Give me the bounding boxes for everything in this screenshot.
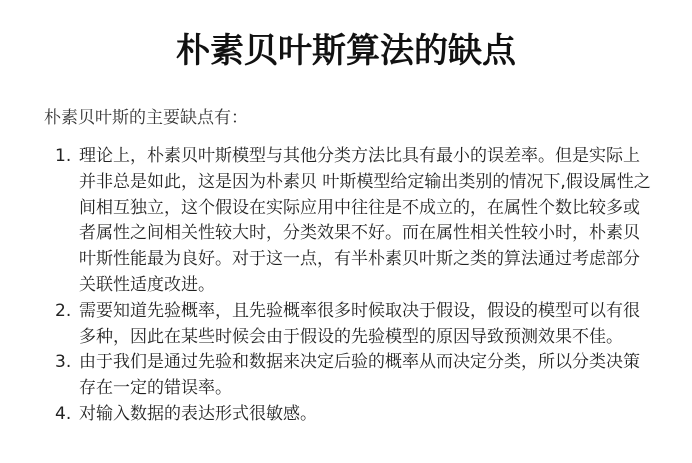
list-item-number: 2. — [55, 300, 72, 321]
list-item-text: 由于我们是通过先验和数据来决定后验的概率从而决定分类，所以分类决策存在一定的错误率。 — [79, 352, 640, 399]
list-item-text: 理论上，朴素贝叶斯模型与其他分类方法比具有最小的误差率。但是实际上并非总是如此，这是因为朴素贝 叶斯模型给定输出类别的情况下,假设属性之间相互独立，这个假设在实际应用中往往是不成立的，在属性个数比较多或者属性之间相关性较大时，分类效果不好。而在属性相关性较小时，朴素贝叶斯性能最为良好。对于这一点，有半朴素贝叶斯之类的算法通过考虑部分关联性适度改进。 — [79, 146, 651, 295]
list-item — [55, 144, 655, 299]
page-title: 朴素贝叶斯算法的缺点 — [176, 31, 516, 71]
list-item-text: 对输入数据的表达形式很敏感。 — [79, 403, 317, 424]
list-item-number: 1. — [55, 146, 72, 166]
intro-text: 朴素贝叶斯的主要缺点有： — [44, 108, 248, 128]
list-item-number: 3. — [55, 352, 72, 373]
drawbacks-list — [55, 144, 655, 428]
list-item-number: 4. — [55, 403, 72, 424]
list-item — [55, 350, 655, 402]
list-item — [55, 299, 655, 351]
list-item — [55, 402, 655, 428]
list-item-text: 需要知道先验概率，且先验概率很多时候取决于假设，假设的模型可以有很多种，因此在某些时候会由于假设的先验模型的原因导致预测效果不佳。 — [79, 300, 640, 347]
